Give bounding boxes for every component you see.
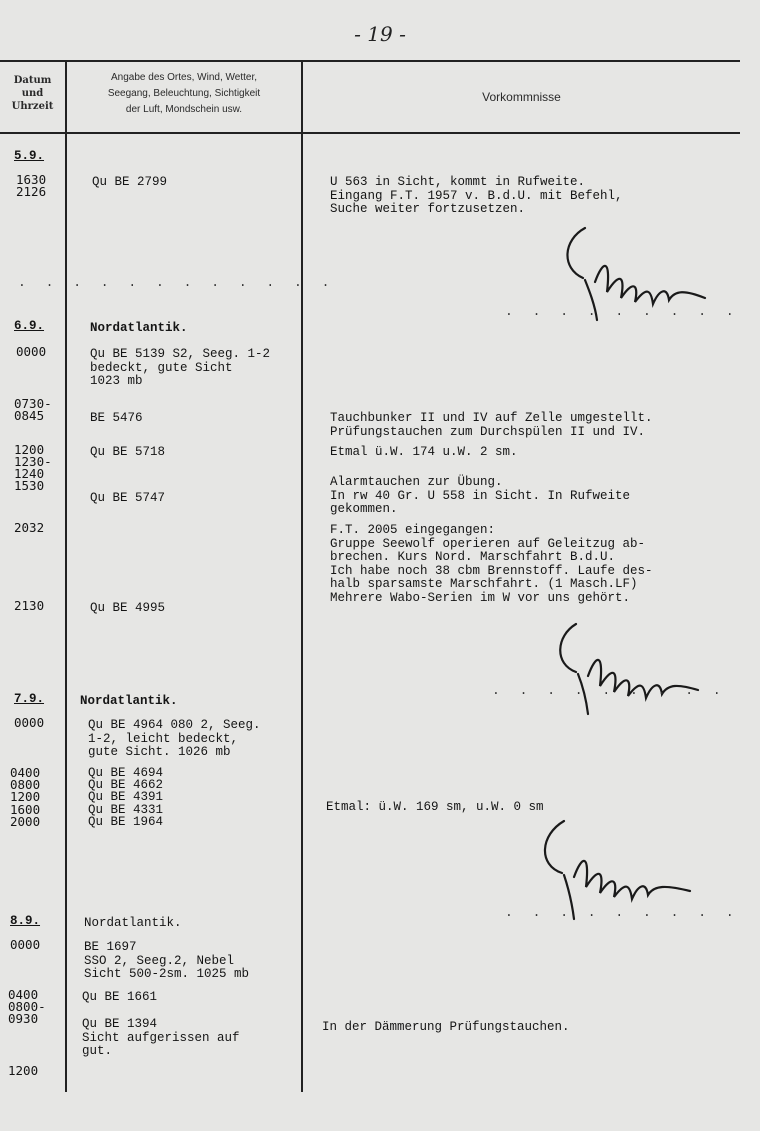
signature-3-dots: . . . . . . . . . [505, 905, 740, 920]
header-datum-line2: und [21, 88, 44, 99]
place-8-9-0000: BE 1697 SSO 2, Seeg.2, Nebel Sicht 500-2sm. 1025 mb [84, 940, 250, 982]
signature-1-dots: . . . . . . . . . [505, 304, 740, 319]
event-8-9-0930: In der Dämmerung Prüfungstauchen. [322, 1020, 570, 1034]
place-6-9-0000: Qu BE 5139 S2, Seeg. 1-2 bedeckt, gute Sicht 1023 mb [90, 347, 271, 389]
region-8-9: Nordatlantik. [84, 916, 182, 930]
time-7-9-0000: 0000 [14, 715, 45, 730]
events-6-9-b2: Alarmtauchen zur Übung. In rw 40 Gr. U 558 in Sicht. In Rufweite gekommen. [330, 475, 631, 517]
event-7-9-1200: Etmal: ü.W. 169 sm, u.W. 0 sm [326, 800, 544, 814]
events-6-9-2032: F.T. 2005 eingegangen: Gruppe Seewolf operieren auf Geleitzug ab- brechen. Kurs Nord. Marschfahrt B.d.U. Ich habe noch 38 cbm Brennstoff. Laufe des- halb sparsamste Marschfahrt. (1 Masch.LF) Mehrere Wabo-Serien im W vor uns gehört. [330, 523, 653, 605]
header-datum-line3: Uhrzeit [11, 101, 54, 112]
place-7-9-0000: Qu BE 4964 080 2, Seeg. 1-2, leicht bedeckt, gute Sicht. 1026 mb [88, 718, 261, 760]
column-divider-2 [301, 60, 303, 1092]
region-6-9: Nordatlantik. [90, 321, 188, 335]
date-7-9: 7.9. [14, 692, 45, 706]
time-8-9-0000: 0000 [10, 937, 41, 952]
page-number: - 19 - [354, 22, 406, 46]
time-6-9-2032: 2032 [14, 520, 45, 535]
times-6-9-b: 1200 1230- 1240 1530 [14, 442, 52, 493]
place-6-9-b1: Qu BE 5718 [90, 445, 166, 459]
places-8-9-b: Qu BE 1661 Qu BE 1394 Sicht aufgerissen auf gut. [82, 990, 240, 1059]
events-6-9-a: Tauchbunker II und IV auf Zelle umgestellt. Prüfungstauchen zum Durchspülen II und IV. [330, 411, 653, 439]
events-5-9: U 563 in Sicht, kommt in Rufweite. Eingang F.T. 1957 v. B.d.U. mit Befehl, Suche weiter fortzusetzen. [330, 175, 623, 217]
header-datum-line1: Datum [13, 75, 52, 86]
place-5-9: Qu BE 2799 [92, 175, 168, 189]
date-6-9: 6.9. [14, 319, 45, 333]
header-bottom-rule [0, 132, 740, 134]
events-6-9-b1: Etmal ü.W. 174 u.W. 2 sm. [330, 445, 518, 459]
time-6-9-2130: 2130 [14, 598, 45, 613]
signature-2-dots: . . . . . . . . . [492, 683, 727, 698]
time-8-9-1200: 1200 [8, 1063, 39, 1078]
date-5-9: 5.9. [14, 149, 45, 163]
column-divider-1 [65, 60, 67, 1092]
header-location [67, 70, 301, 118]
place-6-9-a: BE 5476 [90, 411, 143, 425]
header-location-line3: der Luft, Mondschein usw. [125, 104, 243, 115]
table-top-rule [0, 60, 740, 62]
place-6-9-2130: Qu BE 4995 [90, 601, 166, 615]
place-6-9-b2: Qu BE 5747 [90, 491, 166, 505]
header-datum [0, 74, 65, 113]
time-6-9-0000: 0000 [16, 344, 47, 359]
times-6-9-a: 0730- 0845 [14, 396, 52, 423]
places-7-9: Qu BE 4694 Qu BE 4662 Qu BE 4391 Qu BE 4331 Qu BE 1964 [88, 766, 164, 829]
region-7-9: Nordatlantik. [80, 694, 178, 708]
date-8-9: 8.9. [10, 914, 41, 928]
header-location-line1: Angabe des Ortes, Wind, Wetter, [111, 72, 257, 83]
times-8-9-b: 0400 0800- 0930 [8, 987, 46, 1026]
separator-dots: . . . . . . . . . . . . [18, 275, 336, 290]
times-7-9: 0400 0800 1200 1600 2000 [10, 765, 41, 829]
signature-2 [550, 618, 710, 723]
times-5-9: 1630 2126 [16, 172, 47, 199]
header-events: Vorkommnisse [482, 90, 561, 104]
header-location-line2: Seegang, Beleuchtung, Sichtigkeit [107, 88, 261, 99]
